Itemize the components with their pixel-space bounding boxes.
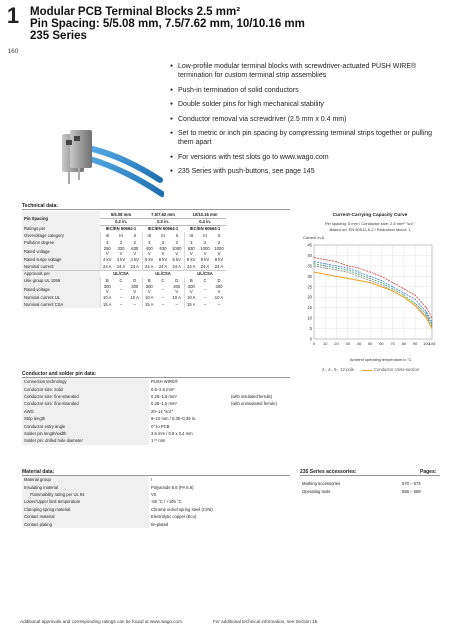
row-label: Clamping spring material: [22, 506, 149, 513]
material-row: [22, 513, 215, 520]
cell-value: III: [161, 233, 165, 238]
row-value: -60 °C / +105 °C: [151, 499, 182, 505]
cell-value: 24 A: [142, 263, 156, 270]
cell-value: 24 A: [214, 263, 224, 269]
row-note: [229, 385, 279, 392]
row-value: 9–10 mm / 0.35–0.39 in.: [151, 416, 197, 422]
data-point: [325, 274, 326, 275]
cell-value: III: [203, 233, 207, 238]
row-note: [229, 430, 279, 437]
conductor-row: [22, 408, 279, 415]
data-point: [381, 280, 382, 281]
data-point: [432, 322, 433, 323]
x-tick-label: 0: [312, 341, 316, 346]
y-tick-label: 0: [309, 336, 312, 342]
conductor-data-label: Conductor and solder pin data:: [22, 371, 97, 377]
cell-value: 8 kV: [184, 256, 198, 263]
cell-value: 4 kV: [116, 257, 126, 262]
row-value: 3.6 mm / 0.8 x 0.4 mm: [151, 430, 193, 436]
cell-value: 300 V: [215, 284, 223, 294]
plot-frame: [314, 245, 432, 339]
data-point: [403, 295, 404, 296]
x-tick-label: 30: [345, 341, 350, 346]
material-row: [22, 476, 215, 483]
cell-value: 6 kV: [142, 256, 156, 263]
chart-subtitle-1: Pin spacing: 5 mm / Conductor size: 2.5 mm² "sol.": [325, 221, 415, 226]
cell-value: 630 V: [131, 246, 139, 256]
cell-value: 15 A: [142, 301, 156, 308]
feature-item: ● Push-in termination of solid conductors: [170, 86, 440, 95]
cell-value: D: [133, 278, 137, 283]
cell-value: 6 kV: [158, 257, 168, 262]
cell-value: 10 A: [214, 295, 224, 300]
row-label: Marking accessories: [302, 481, 341, 487]
footer-right: For additional technical information, see Section 15.: [213, 619, 319, 624]
cell-value: III: [100, 232, 114, 239]
terminal-block-image: [44, 110, 164, 200]
data-point: [347, 272, 348, 273]
cell-value: B: [184, 277, 198, 284]
row-value: PUSH WIRE®: [151, 379, 178, 385]
cell-value: 300 V: [100, 284, 114, 294]
cell-value: 300 V: [184, 284, 198, 294]
row-label: Nominal current UL: [22, 294, 100, 301]
data-point: [325, 263, 326, 264]
data-point: [426, 316, 427, 317]
tech-row: [22, 232, 226, 239]
data-point: [381, 276, 382, 277]
data-point: [392, 286, 393, 287]
row-note: [229, 422, 279, 429]
x-tick-label: 50: [367, 341, 373, 346]
data-point: [347, 265, 348, 266]
cell-value: 400 V: [142, 246, 156, 256]
x-tick-label: 100: [423, 341, 430, 346]
cell-value: 10 A: [172, 295, 181, 300]
data-point: [370, 276, 371, 277]
cell-value: 24 A: [100, 263, 114, 270]
y-tick-label: 35: [307, 263, 312, 269]
material-row: [22, 498, 215, 505]
data-point: [403, 293, 404, 294]
data-point: [403, 297, 404, 298]
cell-value: 1000 V: [172, 246, 182, 256]
cell-value: –: [119, 302, 123, 307]
data-point: [370, 278, 371, 279]
chart-xlabel: Ambient operating temperature in °C: [350, 358, 412, 362]
group-mm: 10/10.16 mm: [184, 211, 226, 218]
conductor-row: [22, 415, 279, 422]
y-tick-label: 40: [307, 252, 312, 258]
data-point: [347, 278, 348, 279]
feature-item: ● 235 Series with push-buttons, see page 145: [170, 167, 440, 176]
feature-item: ● Low-profile modular terminal blocks with screwdriver-actuated PUSH WIRE® termination for custom terminal strip assemblies: [170, 62, 440, 80]
row-label: Connection technology: [22, 378, 149, 385]
cell-value: –: [133, 302, 136, 307]
data-point: [392, 282, 393, 283]
cell-value: 24 A: [184, 263, 198, 270]
cell-value: 2: [119, 240, 123, 245]
row-label: Insulating material: [22, 483, 149, 490]
row-label: Lower/Upper limit temperature: [22, 498, 149, 505]
data-point: [426, 313, 427, 314]
row-value: 0° to PCB: [151, 423, 170, 429]
row-note: [229, 378, 279, 385]
row-value: tin-plated: [151, 521, 169, 527]
material-row: [22, 491, 215, 498]
cell-value: 300 V: [173, 284, 181, 294]
cell-value: –: [203, 302, 207, 307]
tech-row: [22, 277, 226, 284]
cell-value: 3: [100, 239, 114, 246]
cell-value: 10 A: [184, 294, 198, 301]
cell-value: III: [119, 233, 123, 238]
conductor-row: [22, 430, 279, 437]
accessories-table: [300, 480, 423, 495]
x-tick-label: 10: [323, 341, 328, 346]
cell-value: II: [175, 233, 178, 238]
tech-row: [22, 294, 226, 301]
cell-value: –: [203, 286, 207, 292]
cell-value: 4 kV: [130, 257, 139, 262]
data-point: [370, 280, 371, 281]
page-subtitle: Pin Spacing: 5/5.08 mm, 7.5/7.62 mm, 10/10.16 mm: [30, 18, 305, 30]
cell-value: 630 V: [159, 246, 167, 256]
x-tick-label: 20: [334, 341, 339, 346]
data-point: [314, 272, 315, 273]
technical-data-label: Technical data:: [22, 203, 59, 209]
row-note: (with insulated ferrule): [231, 393, 273, 399]
accessory-row: [300, 487, 423, 494]
accessory-row: [300, 480, 423, 487]
group-mm: 5/5.08 mm: [100, 211, 142, 218]
group-in: 0.4 in.: [184, 218, 226, 225]
data-point: [358, 276, 359, 277]
data-point: [358, 272, 359, 273]
row-label: Contact plating: [22, 520, 149, 527]
row-value: Electrolytic copper (Eᴄᴜ): [151, 514, 197, 520]
cell-value: –: [161, 302, 165, 307]
x-tick-label: 80: [401, 341, 407, 346]
tech-row: [22, 270, 226, 277]
row-note: [229, 437, 279, 444]
group-subheader: UL/CSA: [142, 270, 184, 277]
data-point: [358, 280, 359, 281]
x-tick-label: 70: [390, 341, 395, 346]
cell-value: 1000 V: [200, 246, 210, 256]
data-point: [336, 261, 337, 262]
x-tick-label: 90: [412, 341, 418, 346]
cell-value: 24 A: [200, 263, 210, 269]
cell-value: –: [203, 295, 207, 300]
row-value: 0.5–2.5 mm²: [151, 386, 175, 392]
cell-value: –: [175, 302, 178, 307]
cell-value: 300 V: [142, 284, 156, 294]
cell-value: 320 V: [117, 246, 125, 256]
series-line: [314, 272, 432, 328]
feature-item: ● Set to metric or inch pin spacing by compressing terminal strips together or pulling them apart: [170, 129, 440, 147]
chart-ylabel: Current in A: [303, 235, 325, 240]
cell-value: 10 A: [130, 295, 139, 300]
group-in: 0.2 in.: [100, 218, 142, 225]
cell-value: B: [142, 277, 156, 284]
cell-value: 2: [133, 240, 136, 245]
data-point: [336, 276, 337, 277]
section-number: 1: [6, 3, 20, 28]
data-point: [347, 270, 348, 271]
y-tick-label: 25: [307, 284, 312, 290]
tech-row: [22, 263, 226, 270]
cell-value: –: [119, 286, 123, 292]
cell-value: B: [100, 277, 114, 284]
row-label: Conductor size: fine-stranded: [22, 400, 149, 407]
current-capacity-chart: [296, 241, 446, 353]
technical-data-table: [22, 211, 226, 308]
data-point: [347, 267, 348, 268]
row-value: V0: [151, 491, 157, 497]
conductor-row: [22, 422, 279, 429]
page-title: Modular PCB Terminal Blocks 2.5 mm²: [30, 6, 241, 18]
cell-value: D: [175, 278, 179, 283]
material-data-table: [22, 476, 215, 528]
material-row: [22, 483, 215, 490]
data-point: [325, 259, 326, 260]
data-point: [415, 303, 416, 304]
pin-spacing-label: Pin Spacing: [22, 211, 100, 225]
cell-value: 24 A: [172, 263, 181, 269]
data-point: [358, 274, 359, 275]
row-label: Overvoltage category: [22, 232, 100, 239]
chart-subtitle-2: Based on: EN 60512-5-2 / Reduction factor: 1: [329, 227, 411, 232]
data-point: [415, 299, 416, 300]
y-tick-label: 5: [309, 326, 312, 332]
group-subheader: UL/CSA: [100, 270, 142, 277]
row-label: Approvals per: [22, 270, 100, 277]
page-number: 160: [7, 48, 19, 55]
data-point: [426, 311, 427, 312]
cell-value: 8 kV: [200, 257, 210, 262]
data-point: [370, 282, 371, 283]
row-value: 1⁺⁰ mm: [151, 438, 166, 444]
cell-value: 2: [203, 240, 207, 245]
series-title: 235 Series: [30, 30, 87, 42]
group-subheader: IEC/EN 60664-1: [105, 226, 137, 232]
cell-value: 15 A: [184, 301, 198, 308]
feature-item: ● Double solder pins for high mechanical stability: [170, 100, 440, 109]
row-value: 570 – 573: [402, 481, 421, 487]
row-label: Contact material: [22, 513, 149, 520]
row-label: Ratings per: [22, 225, 100, 232]
tech-row: [22, 256, 226, 263]
row-label: Solder pin length/width: [22, 430, 149, 437]
row-value: 0.25–1.5 mm²: [151, 393, 177, 399]
tech-row: [22, 246, 226, 256]
row-label: AWG: [22, 408, 149, 415]
cell-value: 3: [142, 239, 156, 246]
data-point: [392, 288, 393, 289]
y-tick-label: 45: [307, 242, 312, 248]
x-tick-label: 60: [379, 341, 384, 346]
cell-value: 300 V: [131, 284, 139, 294]
row-label: Flammability rating per UL 94: [22, 491, 149, 498]
data-point: [314, 261, 315, 262]
cell-value: C: [161, 278, 165, 283]
row-label: Rated surge voltage: [22, 256, 100, 263]
data-point: [314, 263, 315, 264]
data-point: [358, 267, 359, 268]
cell-value: 24 A: [130, 263, 139, 269]
data-point: [432, 318, 433, 319]
tech-row: [22, 301, 226, 308]
data-point: [432, 326, 433, 327]
x-tick-label: 40: [356, 341, 362, 346]
conductor-data-table: [22, 378, 279, 445]
conductor-row: [22, 385, 279, 392]
data-point: [314, 265, 315, 266]
row-note: [229, 415, 279, 422]
row-label: Nominal current CSA: [22, 301, 100, 308]
chart-title: Current-Carrying Capacity Curve: [332, 213, 408, 218]
data-point: [325, 265, 326, 266]
feature-item: ● For versions with test slots go to www.wago.com: [170, 153, 440, 162]
cell-value: III: [142, 232, 156, 239]
legend-conductor: Conductor cross-section: [374, 367, 420, 372]
data-point: [432, 328, 433, 329]
series-line: [314, 262, 432, 323]
cell-value: 8 kV: [214, 257, 224, 262]
cell-value: 2: [161, 240, 165, 245]
cell-value: –: [161, 295, 165, 300]
cell-value: 1000 V: [214, 246, 224, 256]
data-point: [426, 307, 427, 308]
cell-value: D: [217, 278, 221, 283]
data-point: [432, 324, 433, 325]
data-point: [381, 284, 382, 285]
tech-row: [22, 284, 226, 294]
data-point: [415, 305, 416, 306]
row-value: I: [151, 477, 153, 483]
data-point: [403, 288, 404, 289]
group-mm: 7.5/7.62 mm: [142, 211, 184, 218]
cell-value: 24 A: [158, 263, 168, 269]
row-value: 556 – 559: [402, 488, 421, 494]
cell-value: 3: [184, 239, 198, 246]
data-point: [336, 267, 337, 268]
cell-value: 2: [217, 240, 221, 245]
cell-value: 15 A: [100, 301, 114, 308]
row-note: [229, 408, 279, 415]
cell-value: 24 A: [116, 263, 126, 269]
row-label: Conductor size: solid: [22, 385, 149, 392]
cell-value: –: [119, 295, 123, 300]
data-point: [325, 267, 326, 268]
material-row: [22, 520, 215, 527]
row-label: Nominal current: [22, 263, 100, 270]
conductor-row: [22, 393, 279, 400]
row-label: Rated voltage: [22, 246, 100, 256]
data-point: [426, 318, 427, 319]
cell-value: 6 kV: [172, 257, 181, 262]
material-data-label: Material data:: [22, 469, 55, 475]
cell-value: 4 kV: [100, 256, 114, 263]
row-value: Polyamide 6.6 (PA 6.6): [151, 484, 194, 490]
data-point: [314, 257, 315, 258]
data-point: [381, 286, 382, 287]
footer-left: Additional approvals and corresponding ratings can be found at www.wago.com.: [20, 619, 184, 624]
tech-row: [22, 239, 226, 246]
group-subheader: IEC/EN 60664-1: [189, 226, 221, 232]
legend-poles: 2-, 4-, 6-, 12-pole: [322, 367, 355, 372]
tech-row: [22, 225, 226, 232]
conductor-row: [22, 437, 279, 444]
cell-value: –: [161, 286, 165, 292]
row-label: Strip length: [22, 415, 149, 422]
cell-value: III: [184, 232, 198, 239]
row-label: Pollution degree: [22, 239, 100, 246]
pages-label: Pages:: [420, 469, 437, 475]
cell-value: –: [217, 302, 221, 307]
group-subheader: UL/CSA: [184, 270, 226, 277]
row-value: Chrome nickel spring steel (CrNi): [151, 506, 213, 512]
row-label: Rated voltage: [22, 284, 100, 294]
cell-value: II: [217, 233, 221, 238]
y-tick-label: 20: [307, 294, 312, 300]
cell-value: 10 A: [142, 294, 156, 301]
cell-value: II: [133, 233, 136, 238]
accessories-label: 235 Series accessories:: [300, 469, 357, 475]
y-tick-label: 30: [307, 273, 312, 279]
row-value: 20–14 "sol.": [151, 408, 174, 414]
cell-value: 2: [175, 240, 178, 245]
data-point: [336, 270, 337, 271]
data-point: [381, 282, 382, 283]
y-tick-label: 15: [307, 305, 312, 311]
series-line: [314, 258, 432, 319]
x-tick-label: 105: [428, 341, 436, 346]
group-in: 0.3 in.: [142, 218, 184, 225]
feature-item: ● Conductor removal via screwdriver (2.5 mm x 0.4 mm): [170, 115, 440, 124]
cell-value: 630 V: [184, 246, 198, 256]
feature-list: [170, 62, 440, 182]
data-point: [415, 295, 416, 296]
data-point: [370, 272, 371, 273]
row-label: Material group: [22, 476, 149, 483]
row-label: Conductor entry angle: [22, 422, 149, 429]
group-subheader: IEC/EN 60664-1: [147, 226, 179, 232]
row-label: Operating tools: [302, 488, 331, 494]
row-label: Use group UL 1059: [22, 277, 100, 284]
row-note: (with uninsulated ferrule): [231, 401, 277, 407]
row-label: Solder pin: drilled hole diameter: [22, 437, 149, 444]
cell-value: 10 A: [100, 294, 114, 301]
cell-value: C: [119, 278, 123, 283]
row-label: Conductor size: fine-stranded: [22, 393, 149, 400]
material-row: [22, 506, 215, 513]
data-point: [336, 265, 337, 266]
cell-value: 250 V: [100, 246, 114, 256]
data-point: [392, 290, 393, 291]
conductor-row: [22, 378, 279, 385]
conductor-row: [22, 400, 279, 407]
row-value: 0.25–1.5 mm²: [151, 401, 177, 407]
y-tick-label: 10: [307, 315, 312, 321]
legend-conductor-swatch: [362, 370, 372, 371]
cell-value: C: [203, 278, 207, 283]
